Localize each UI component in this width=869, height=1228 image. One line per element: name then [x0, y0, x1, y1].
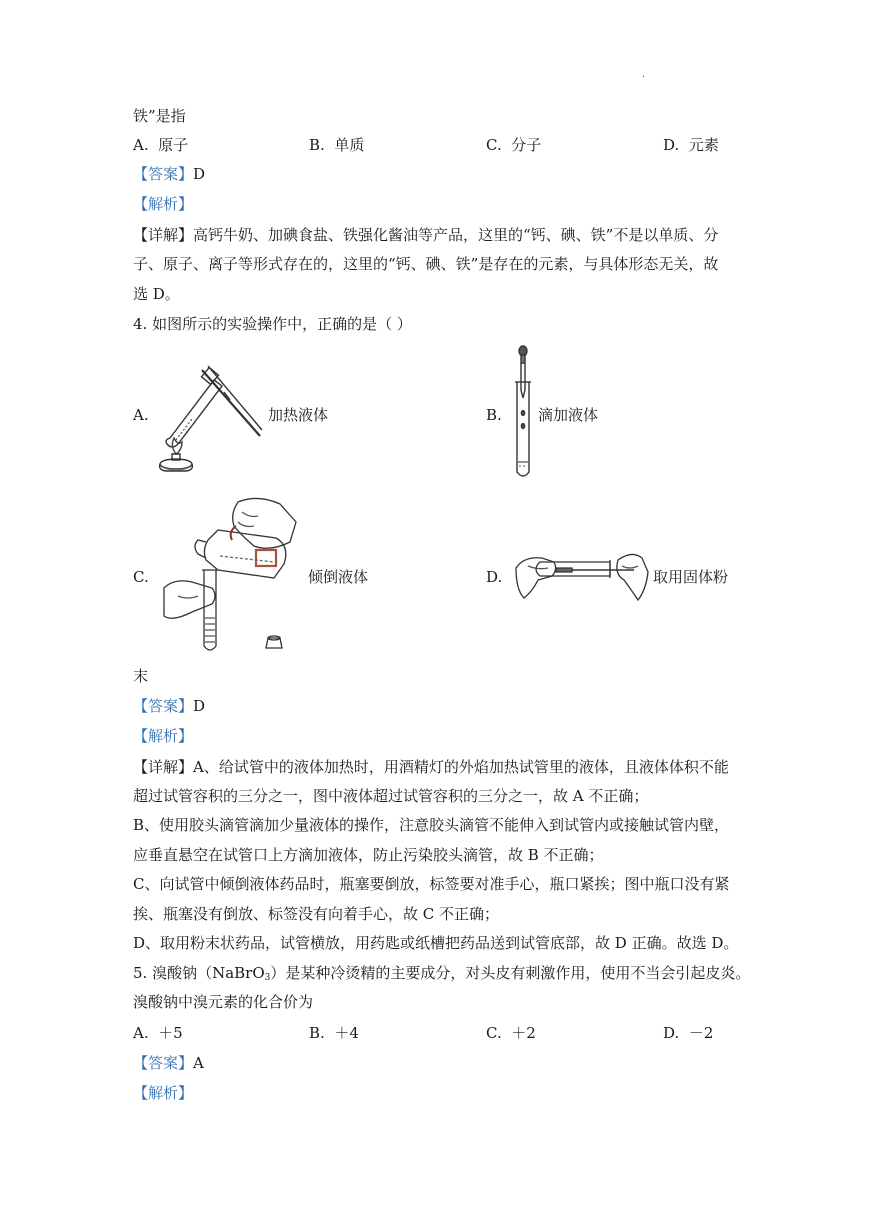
q5-stem-line-1: 5. 溴酸钠（NaBrO$_3$）是某种冷烫精的主要成分，对头皮有刺激作用，使用不当会引起皮炎。 — [133, 964, 751, 983]
q5-answer: 【答案】A — [133, 1054, 204, 1072]
q3-option-b: B. 单质 — [309, 136, 365, 154]
q3-answer: 【答案】D — [133, 165, 206, 183]
q4-option-d-caption: 取用固体粉 — [653, 568, 729, 586]
q4-answer: 【答案】D — [133, 697, 206, 715]
q3-detail-line-1: 【详解】高钙牛奶、加碘食盐、铁强化酱油等产品，这里的“钙、碘、铁”不是以单质、分 — [133, 226, 719, 244]
q5-option-c: C. ＋2 — [486, 1024, 536, 1042]
q4-detail-line-7: D、取用粉末状药品，试管横放，用药匙或纸槽把药品送到试管底部，故 D 正确。故选 D。 — [133, 934, 739, 952]
q3-detail-line-2: 子、原子、离子等形式存在的，这里的“钙、碘、铁”是存在的元素，与具体形态无关，故 — [133, 255, 719, 273]
taking-powder-figure — [514, 540, 650, 608]
q5-option-a: A. ＋5 — [133, 1024, 183, 1042]
q4-detail-line-5: C、向试管中倾倒液体药品时，瓶塞要倒放，标签要对准手心，瓶口紧挨；图中瓶口没有紧 — [133, 875, 730, 893]
heating-liquid-figure — [152, 356, 264, 472]
q4-option-a-letter: A. — [133, 406, 149, 424]
q4-detail-line-6: 挨、瓶塞没有倒放、标签没有向着手心，故 C 不正确； — [133, 905, 500, 923]
q3-detail-line-3: 选 D。 — [133, 285, 180, 303]
q4-option-b-caption: 滴加液体 — [538, 406, 599, 424]
q4-option-c-caption: 倾倒液体 — [308, 568, 369, 586]
q4-detail-line-2: 超过试管容积的三分之一，图中液体超过试管容积的三分之一，故 A 不正确； — [133, 787, 649, 805]
dropping-liquid-figure — [510, 344, 536, 480]
q4-stem: 4. 如图所示的实验操作中，正确的是（ ） — [133, 315, 412, 333]
header-mark: · — [642, 72, 646, 83]
q4-option-d-letter: D. — [486, 568, 503, 586]
q5-option-b: B. ＋4 — [309, 1024, 359, 1042]
q4-option-c-letter: C. — [133, 568, 149, 586]
q4-option-b-letter: B. — [486, 406, 502, 424]
q5-analysis-heading: 【解析】 — [133, 1084, 194, 1102]
q3-option-c: C. 分子 — [486, 136, 542, 154]
q4-option-a-caption: 加热液体 — [268, 406, 329, 424]
q5-option-d: D. －2 — [663, 1024, 714, 1042]
q3-stem-tail: 铁”是指 — [133, 107, 186, 125]
q3-option-a: A. 原子 — [133, 136, 189, 154]
q4-detail-line-1: 【详解】A、给试管中的液体加热时，用酒精灯的外焰加热试管里的液体，且液体体积不能 — [133, 758, 729, 776]
q4-detail-line-4: 应垂直悬空在试管口上方滴加液体，防止污染胶头滴管，故 B 不正确； — [133, 846, 604, 864]
pouring-liquid-figure — [158, 492, 298, 658]
q4-option-d-caption-tail: 末 — [133, 667, 149, 685]
q3-analysis-heading: 【解析】 — [133, 195, 194, 213]
q4-detail-line-3: B、使用胶头滴管滴加少量液体的操作，注意胶头滴管不能伸入到试管内或接触试管内壁， — [133, 816, 730, 834]
q3-option-d: D. 元素 — [663, 136, 719, 154]
q5-stem-line-2: 溴酸钠中溴元素的化合价为 — [133, 993, 314, 1011]
q4-analysis-heading: 【解析】 — [133, 727, 194, 745]
